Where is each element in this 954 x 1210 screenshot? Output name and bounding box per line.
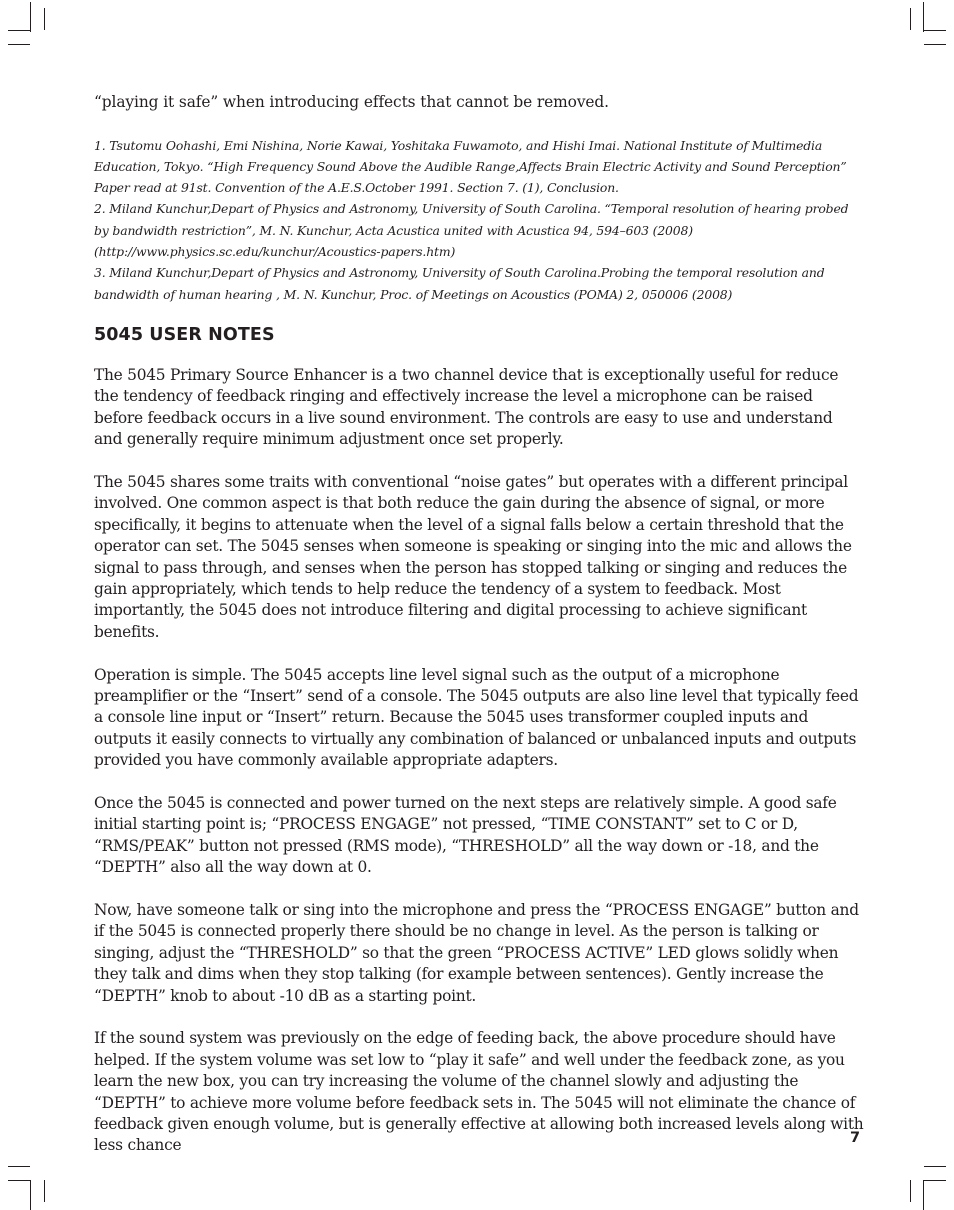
- crop-mark: [910, 1180, 911, 1202]
- footnote-1: 1. Tsutomu Oohashi, Emi Nishina, Norie Kawai, Yoshitaka Fuwamoto, and Hishi Imai. National Institute of Multimedia Education, Tokyo. “High Frequency Sound Above the Audible Range,Affects Brain Electric Activity and Sound Perception” Paper read at 91st. Convention of the A.E.S.October 1991. Section 7. (1), Conclusion.: [94, 137, 847, 196]
- crop-mark: [8, 1180, 30, 1181]
- footnotes: [94, 135, 864, 305]
- body-paragraph: If the sound system was previously on the edge of feeding back, the above procedure should have helped. If the system volume was set low to “play it safe” and well under the feedback zone, as you learn the new box, you can try increasing the volume of the channel slowly and adjusting the “DEPTH” to achieve more volume before feedback sets in. The 5045 will not eliminate the chance of feedback given enough volume, but is generally effective at allowing both increased levels along with less chance: [94, 1029, 864, 1155]
- body-paragraph: Now, have someone talk or sing into the microphone and press the “PROCESS ENGAGE” button and if the 5045 is connected properly there should be no change in level. As the person is talking or singing, adjust the “THRESHOLD” so that the green “PROCESS ACTIVE” LED glows solidly when they talk and dims when they stop talking (for example between sentences). Gently increase the “DEPTH” knob to about -10 dB as a starting point.: [94, 900, 859, 1005]
- crop-mark: [910, 8, 911, 30]
- intro-paragraph: “playing it safe” when introducing effects that cannot be removed.: [94, 93, 609, 111]
- body-paragraph: Once the 5045 is connected and power turned on the next steps are relatively simple. A good safe initial starting point is; “PROCESS ENGAGE” not pressed, “TIME CONSTANT” set to C or D, “RMS/PEAK” button not pressed (RMS mode), “THRESHOLD” all the way down or -18, and the “DEPTH” also all the way down at 0.: [94, 793, 837, 877]
- crop-mark: [8, 1166, 30, 1167]
- crop-mark: [924, 30, 946, 31]
- crop-mark: [923, 1180, 924, 1210]
- crop-mark: [44, 1180, 45, 1202]
- crop-mark: [30, 1180, 31, 1210]
- crop-mark: [924, 44, 946, 45]
- footnote-2: 2. Miland Kunchur,Depart of Physics and Astronomy, University of South Carolina. “Temporal resolution of hearing probed by bandwidth restriction”, M. N. Kunchur, Acta Acustica united with Acustica 94, 594–603 (2008) (http://www.physics.sc.edu/kunchur/Acoustics-papers.htm): [94, 201, 849, 259]
- section-title: 5045 USER NOTES: [94, 324, 275, 345]
- crop-mark: [44, 8, 45, 30]
- body-paragraph: The 5045 Primary Source Enhancer is a two channel device that is exceptionally useful for reduce the tendency of feedback ringing and effectively increase the level a microphone can be raised before feedback occurs in a live sound environment. The controls are easy to use and understand and generally require minimum adjustment once set properly.: [94, 365, 839, 449]
- page-number: 7: [850, 1130, 861, 1146]
- body-paragraph: Operation is simple. The 5045 accepts line level signal such as the output of a microphone preamplifier or the “Insert” send of a console. The 5045 outputs are also line level that typically feed a console line input or “Insert” return. Because the 5045 uses transformer coupled inputs and outputs it easily connects to virtually any combination of balanced or unbalanced inputs and outputs provided you have commonly available appropriate adapters.: [94, 665, 859, 770]
- crop-mark: [30, 2, 31, 32]
- body-paragraph: The 5045 shares some traits with conventional “noise gates” but operates with a different principal involved. One common aspect is that both reduce the gain during the absence of signal, or more specifically, it begins to attenuate when the level of a signal falls below a certain threshold that the operator can set. The 5045 senses when someone is speaking or singing into the mic and allows the signal to pass through, and senses when the person has stopped talking or singing and reduces the gain appropriately, which tends to help reduce the tendency of a system to feedback. Most importantly, the 5045 does not introduce filtering and digital processing to achieve significant benefits.: [94, 472, 852, 641]
- page-content: [94, 92, 864, 1178]
- crop-mark: [924, 1166, 946, 1167]
- crop-mark: [923, 2, 924, 32]
- footnote-3: 3. Miland Kunchur,Depart of Physics and Astronomy, University of South Carolina.Probing the temporal resolution and bandwidth of human hearing , M. N. Kunchur, Proc. of Meetings on Acoustics (POMA) 2, 050006 (2008): [94, 265, 825, 302]
- crop-mark: [8, 44, 30, 45]
- crop-mark: [924, 1180, 946, 1181]
- crop-mark: [8, 30, 30, 31]
